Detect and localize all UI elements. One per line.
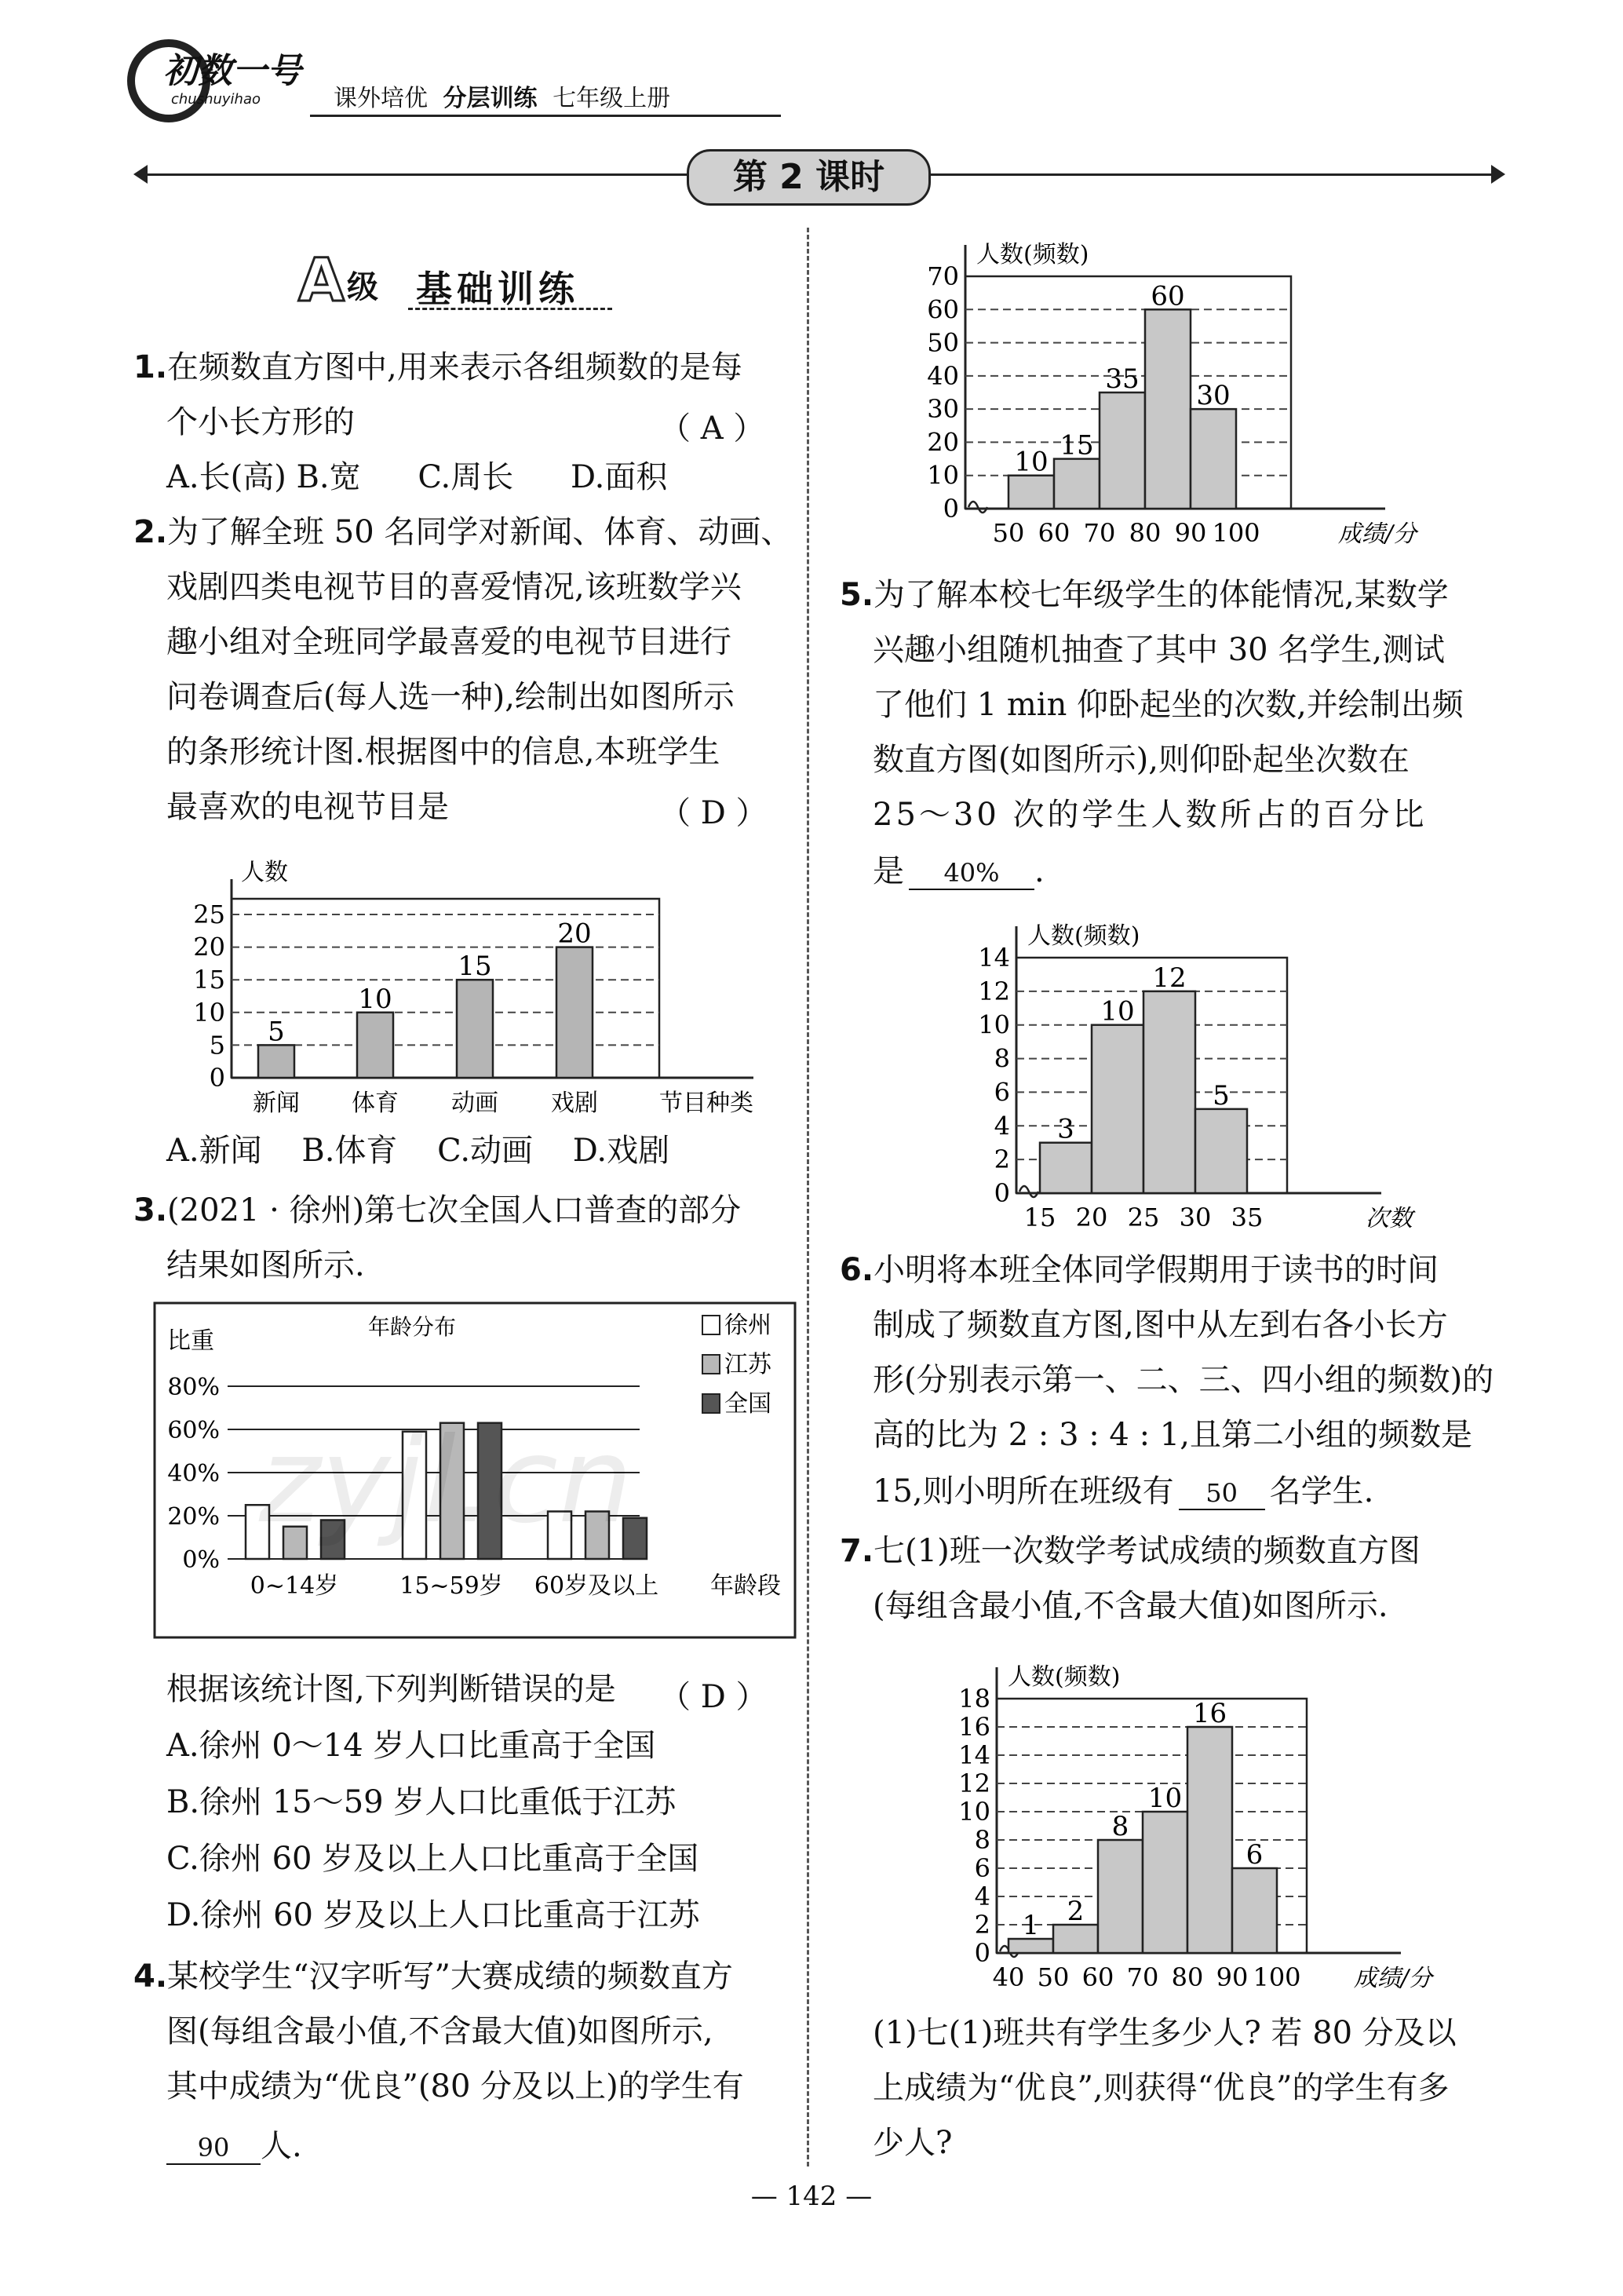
q4-stem-3: 其中成绩为“优良”(80 分及以上)的学生有 (166, 2068, 744, 2104)
q6-stem-4: 高的比为 2 : 3 : 4 : 1,且第二小组的频数是 (873, 1417, 1472, 1453)
q5-y-tick-label: 0 (994, 1178, 1010, 1208)
q5-bar (1040, 1143, 1092, 1193)
q1-option-b: B.宽 (296, 459, 361, 495)
q5-x-tick-label: 20 (1075, 1203, 1108, 1232)
q7-y-tick-label: 6 (974, 1853, 990, 1883)
q7-bar-value: 2 (1067, 1896, 1085, 1927)
q7-y-tick-label: 2 (974, 1910, 990, 1940)
lesson-rule-right (926, 173, 1491, 176)
q4-axis-break-icon (968, 502, 987, 513)
q2-bar-value: 20 (557, 918, 592, 950)
q7-x-tick-label: 60 (1081, 1962, 1114, 1992)
q3-x-axis-label: 年龄段 (710, 1572, 781, 1600)
header-underline (310, 115, 781, 117)
q6-line1 (840, 1243, 1439, 1297)
q7-y-tick-label: 4 (974, 1882, 990, 1911)
q7-y-tick-label: 16 (958, 1712, 990, 1742)
q5-bar (1092, 1025, 1143, 1193)
q7-sub-3: 少人? (873, 2125, 953, 2161)
q5-y-tick-label: 8 (994, 1043, 1010, 1074)
q5-bar-value: 12 (1152, 962, 1187, 994)
q1-option-c: C.周长 (418, 459, 514, 495)
q3-chart-title: 年龄分布 (367, 1314, 457, 1340)
q5-y-tick-label: 6 (994, 1077, 1010, 1108)
q3-stem-2: 结果如图所示. (166, 1247, 365, 1283)
q2-option-c: C.动画 (437, 1133, 534, 1169)
section-header (298, 245, 628, 315)
q4-bar (1008, 476, 1054, 509)
q2-option-b: B.体育 (301, 1133, 398, 1169)
q2-options (166, 1124, 669, 1177)
q5-x-tick-label: 15 (1023, 1203, 1056, 1232)
lesson-title: 第 2 课时 (687, 149, 931, 206)
header (126, 38, 910, 124)
q5-suffix: . (1034, 853, 1045, 889)
q7-bar (1187, 1727, 1232, 1953)
q1-options (166, 451, 667, 504)
q4-number: 4. (133, 1958, 168, 1995)
q4-stem-2: 图(每组含最小值,不含最大值)如图所示, (166, 2013, 713, 2050)
q5-y-tick-label: 12 (978, 976, 1010, 1006)
q4-answer-line (166, 2119, 302, 2173)
q4-x-tick-label: 70 (1083, 518, 1116, 548)
section-title: 基础训练 (416, 268, 579, 310)
q6-stem-1: 小明将本班全体同学假期用于读书的时间 (874, 1252, 1439, 1288)
q6-answer-line (873, 1465, 1373, 1518)
q4-y-tick-label: 30 (927, 394, 959, 425)
q3-legend-label: 全国 (724, 1390, 771, 1418)
q3-category-label: 0~14岁 (250, 1572, 339, 1600)
q2-answer: （ D ） (659, 795, 768, 831)
q6-stem-2: 制成了频数直方图,图中从左到右各小长方 (873, 1307, 1448, 1343)
q7-y-tick-label: 12 (958, 1769, 990, 1798)
q4-y-axis-label: 人数(频数) (976, 241, 1089, 268)
q6-suffix: 名学生. (1269, 1473, 1374, 1509)
q7-bar (1143, 1812, 1187, 1953)
q2-option-a: A.新闻 (166, 1133, 262, 1169)
q3-legend-swatch (702, 1355, 720, 1374)
q4-unit: 人. (261, 2128, 302, 2164)
q4-answer: 90 (166, 2132, 261, 2165)
page-number: — 142 — (750, 2181, 873, 2212)
q2-plot-frame (232, 899, 659, 1078)
q3-legend-label: 江苏 (724, 1351, 771, 1378)
q2-bar-value: 10 (358, 983, 392, 1015)
q2-bar-value: 5 (268, 1016, 285, 1048)
q2-stem-5: 的条形统计图.根据图中的信息,本班学生 (166, 734, 720, 770)
q4-y-tick-label: 20 (927, 427, 959, 458)
q1-number: 1. (133, 349, 168, 385)
q2-bar (258, 1045, 294, 1078)
q4-line1 (133, 1950, 733, 2003)
q5-bar-value: 5 (1213, 1079, 1230, 1111)
series-label: 课外培优 (334, 85, 428, 112)
q7-sub-1: (1)七(1)班共有学生多少人? 若 80 分及以 (873, 2015, 1457, 2051)
logo-text: 初数一号 (163, 51, 301, 91)
grade-label: 七年级上册 (553, 85, 671, 112)
q2-stem-3: 趣小组对全班同学最喜爱的电视节目进行 (166, 624, 731, 660)
q3-y-tick-label: 0% (182, 1546, 220, 1574)
q4-bar-value: 10 (1014, 446, 1049, 478)
q5-y-tick-label: 4 (994, 1111, 1010, 1141)
q2-bar (357, 1013, 393, 1078)
q4-bar-value: 30 (1196, 380, 1231, 412)
q3-stem-3: 根据该统计图,下列判断错误的是 (166, 1671, 616, 1707)
q3-option-a: A.徐州 0～14 岁人口比重高于全国 (166, 1728, 656, 1764)
q6-prefix: 15,则小明所在班级有 (873, 1473, 1174, 1509)
q7-y-axis-label: 人数(频数) (1008, 1663, 1121, 1691)
q4-chart (914, 228, 1432, 557)
q7-sub-2: 上成绩为“优良”,则获得“优良”的学生有多 (873, 2070, 1450, 2106)
q4-y-tick-label: 0 (943, 494, 959, 524)
q5-x-tick-label: 30 (1179, 1203, 1212, 1232)
q1-line1 (133, 341, 742, 394)
header-series (334, 78, 670, 113)
q4-stem-1: 某校学生“汉字听写”大赛成绩的频数直方 (167, 1958, 733, 1995)
q1-answer: （ A ） (659, 411, 765, 447)
q4-x-tick-label: 80 (1129, 518, 1162, 548)
q2-y-tick-label: 20 (193, 932, 225, 962)
q3-legend-swatch (702, 1316, 720, 1334)
q3-category-label: 15~59岁 (399, 1572, 503, 1600)
q2-bar (457, 980, 493, 1078)
watermark: zyjl.cn (259, 1413, 633, 1550)
q5-axis-break-icon (1019, 1186, 1038, 1197)
q4-bar-value: 35 (1105, 363, 1140, 395)
q3-option-b: B.徐州 15～59 岁人口比重低于江苏 (166, 1784, 677, 1820)
q5-line1 (840, 568, 1449, 622)
q5-stem-4: 数直方图(如图所示),则仰卧起坐次数在 (873, 742, 1410, 778)
q5-x-tick-label: 35 (1231, 1203, 1264, 1232)
q7-y-tick-label: 0 (974, 1938, 990, 1968)
q7-chart (946, 1647, 1432, 1992)
q4-x-tick-label: 60 (1038, 518, 1070, 548)
q5-stem-1: 为了解本校七年级学生的体能情况,某数学 (874, 577, 1449, 613)
q4-y-tick-label: 50 (927, 327, 959, 358)
q1-stem-1: 在频数直方图中,用来表示各组频数的是每 (167, 349, 742, 385)
q7-bar (1232, 1868, 1277, 1953)
q5-x-axis-label: 次数 (1366, 1205, 1413, 1232)
q4-x-axis-label: 成绩/分 (1337, 520, 1417, 548)
q4-bar (1054, 459, 1100, 509)
q4-y-tick-label: 40 (927, 360, 959, 391)
q3-option-d: D.徐州 60 岁及以上人口比重高于江苏 (166, 1897, 700, 1933)
q4-bar (1191, 409, 1236, 509)
q3-legend (702, 1312, 772, 1418)
q5-answer: 40% (909, 857, 1034, 890)
q4-bar (1145, 309, 1191, 509)
section-level: A (298, 245, 345, 315)
q2-y-tick-label: 10 (193, 997, 225, 1028)
q2-chart (188, 860, 785, 1119)
q4-bar-value: 60 (1151, 280, 1185, 312)
arrow-left-icon (133, 165, 148, 184)
q4-x-tick-label: 90 (1174, 518, 1207, 548)
q2-bar (556, 947, 593, 1078)
q2-stem-4: 问卷调查后(每人选一种),绘制出如图所示 (166, 679, 735, 715)
q3-y-tick-label: 40% (167, 1460, 220, 1487)
q2-number: 2. (133, 514, 168, 550)
q5-stem-2: 兴趣小组随机抽查了其中 30 名学生,测试 (873, 632, 1446, 668)
q3-y-tick-label: 80% (167, 1374, 220, 1401)
series-bold-label: 分层训练 (443, 85, 538, 112)
q5-x-tick-label: 25 (1127, 1203, 1160, 1232)
q1-stem-2: 个小长方形的 (166, 404, 355, 440)
q7-bar-value: 1 (1022, 1910, 1040, 1941)
q2-y-tick-label: 0 (209, 1063, 225, 1093)
q2-stem-2: 戏剧四类电视节目的喜爱情况,该班数学兴 (166, 569, 742, 605)
q2-x-axis-label: 节目种类 (659, 1090, 753, 1117)
q3-category-label: 60岁及以上 (534, 1572, 659, 1600)
section-level-suffix: 级 (347, 269, 378, 305)
q3-y-tick-label: 20% (167, 1503, 220, 1531)
q5-number: 5. (840, 577, 874, 613)
q4-x-tick-label: 50 (992, 518, 1025, 548)
q3-y-tick-label: 60% (167, 1417, 220, 1444)
q3-answer: （ D ） (659, 1679, 768, 1715)
section-underline (408, 308, 612, 310)
q7-x-axis-label: 成绩/分 (1353, 1965, 1432, 1992)
q7-x-tick-label: 90 (1216, 1962, 1249, 1992)
q7-x-tick-label: 100 (1253, 1962, 1301, 1992)
q7-number: 7. (840, 1533, 874, 1569)
q7-y-tick-label: 14 (958, 1740, 990, 1770)
q3-y-axis-label: 比重 (167, 1327, 214, 1355)
q2-category-label: 动画 (451, 1090, 498, 1117)
q2-option-d: D.戏剧 (572, 1133, 670, 1169)
q7-y-tick-label: 18 (958, 1684, 990, 1714)
q5-y-tick-label: 14 (978, 943, 1010, 973)
q6-number: 6. (840, 1252, 874, 1288)
q5-chart (961, 903, 1413, 1232)
q1-option-d: D.面积 (570, 459, 668, 495)
q2-y-axis-label: 人数 (241, 859, 288, 886)
q6-stem-3: 形(分别表示第一、二、三、四小组的频数)的 (873, 1362, 1494, 1398)
q3-line1 (133, 1184, 741, 1237)
q7-stem-2: (每组含最小值,不含最大值)如图所示. (873, 1588, 1388, 1624)
q7-y-tick-label: 8 (974, 1825, 990, 1855)
column-divider (807, 228, 809, 2166)
q7-line1 (840, 1524, 1421, 1578)
logo-pinyin: chushuyihao (171, 91, 261, 108)
q5-bar (1195, 1109, 1247, 1193)
q7-x-tick-label: 50 (1037, 1962, 1070, 1992)
q5-stem-3: 了他们 1 min 仰卧起坐的次数,并绘制出频 (873, 687, 1464, 723)
q4-x-tick-label: 100 (1212, 518, 1260, 548)
q3-number: 3. (133, 1192, 168, 1228)
q5-bar (1143, 991, 1195, 1193)
q5-y-tick-label: 2 (994, 1144, 1010, 1175)
q5-prefix: 是 (873, 853, 904, 889)
q3-legend-swatch (702, 1394, 720, 1413)
q4-bar (1100, 392, 1145, 509)
q7-y-tick-label: 10 (958, 1797, 990, 1827)
q5-bar-value: 10 (1100, 995, 1135, 1028)
q5-stem-5: 25～30 次的学生人数所占的百分比 (873, 797, 1428, 833)
q3-legend-label: 徐州 (724, 1312, 771, 1339)
q7-bar-value: 8 (1111, 1811, 1129, 1842)
q7-stem-1: 七(1)班一次数学考试成绩的频数直方图 (874, 1533, 1421, 1569)
q2-y-tick-label: 25 (193, 900, 225, 929)
lesson-rule-left (140, 173, 689, 176)
q2-category-label: 体育 (352, 1090, 399, 1117)
q2-bar-value: 15 (458, 951, 492, 983)
arrow-right-icon (1491, 165, 1505, 184)
q1-option-a: A.长(高) (166, 459, 286, 495)
q7-bar (1053, 1925, 1098, 1953)
q5-y-tick-label: 10 (978, 1009, 1010, 1040)
q7-bar-value: 16 (1192, 1698, 1227, 1729)
q4-bar-value: 15 (1060, 429, 1094, 462)
q7-bar-value: 6 (1246, 1839, 1264, 1871)
q7-bar (1098, 1840, 1143, 1953)
q7-x-tick-label: 40 (992, 1962, 1025, 1992)
q2-stem-6: 最喜欢的电视节目是 (166, 789, 449, 825)
q5-y-axis-label: 人数(频数) (1027, 922, 1140, 950)
q2-y-tick-label: 15 (193, 965, 225, 995)
q4-y-tick-label: 70 (927, 261, 959, 291)
q4-y-tick-label: 60 (927, 294, 959, 325)
q2-category-label: 戏剧 (551, 1090, 598, 1117)
q2-line1 (133, 506, 792, 559)
q6-answer: 50 (1179, 1477, 1265, 1510)
q3-option-c: C.徐州 60 岁及以上人口比重高于全国 (166, 1841, 699, 1877)
q5-answer-line (873, 845, 1045, 898)
q3-stem-1: (2021 · 徐州)第七次全国人口普查的部分 (167, 1192, 742, 1228)
q2-stem-1: 为了解全班 50 名同学对新闻、体育、动画、 (167, 514, 793, 550)
q7-bar-value: 10 (1147, 1783, 1183, 1814)
q4-y-tick-label: 10 (927, 460, 959, 491)
q2-category-label: 新闻 (253, 1090, 300, 1117)
q7-x-tick-label: 80 (1171, 1962, 1204, 1992)
q5-bar-value: 3 (1057, 1113, 1074, 1145)
q2-y-tick-label: 5 (209, 1030, 225, 1060)
q7-x-tick-label: 70 (1126, 1962, 1159, 1992)
